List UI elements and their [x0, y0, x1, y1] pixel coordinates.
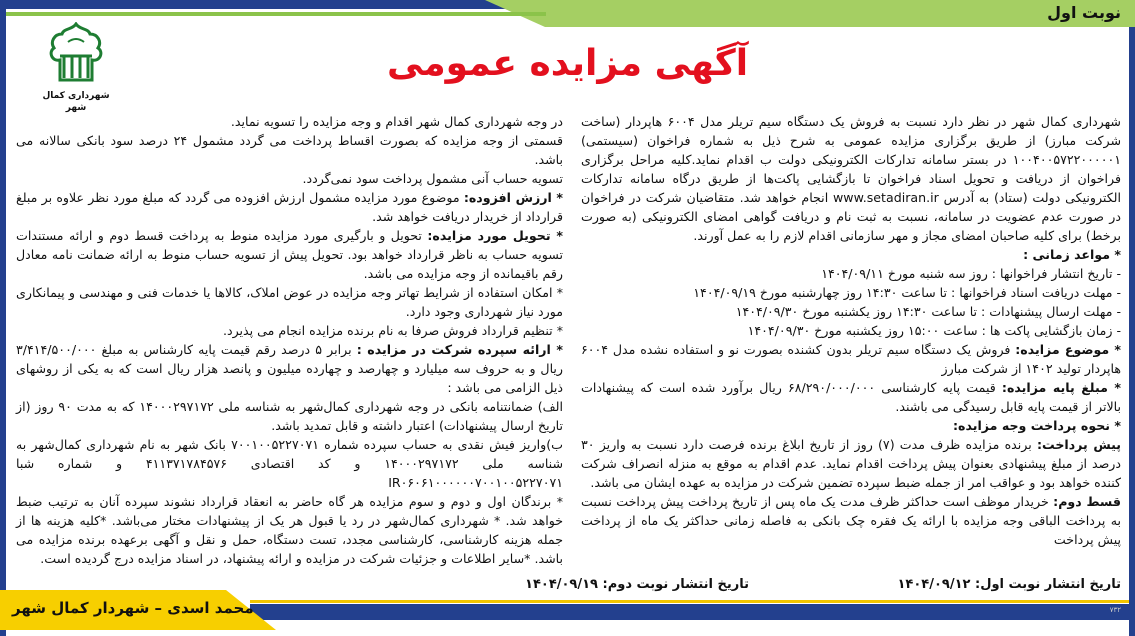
- subject-label: * موضوع مزایده:: [1015, 342, 1121, 357]
- base-price-paragraph: [581, 378, 1121, 416]
- logo-caption: شهرداری کمال شهر: [42, 91, 110, 113]
- deposit-label: * ارائه سپرده شرکت در مزایده :: [356, 342, 563, 357]
- left-column: [16, 112, 563, 568]
- delivery-paragraph: [16, 226, 563, 283]
- prepayment-text: برنده مزایده ظرف مدت (۷) روز از تاریخ ابلاغ برنده فرصت دارد نسبت به واریز ۳۰ درصد از مبلغ پیشنهادی بعنوان پیش پرداخت اقدام نماید. عدم اقدام به موقع به منزله انصراف شرکت کننده خواهد بود و عواقب امر از جمله ضبط سپرده تضمین شرکت در مزایده به عهده ایشان می باشد.: [581, 437, 1121, 490]
- vat-label: * ارزش افزوده:: [463, 190, 563, 205]
- logo-icon: [44, 22, 108, 84]
- second-installment-text: خریدار موظف است حداکثر ظرف مدت یک ماه پس از تاریخ پرداخت پیش پرداخت نسبت به پرداخت الباقی وجه مزایده با ارائه یک فقره چک بانکی به فاصله زمانی حداکثر یک ماه از پرداخت پیش پرداخت: [581, 494, 1121, 547]
- body-columns: [6, 112, 1129, 568]
- first-publish-date: تاریخ انتشار نوبت اول: ۱۴۰۴/۰۹/۱۲: [897, 577, 1121, 592]
- top-green-band: [485, 0, 1135, 27]
- signature: محمد اسدی – شهردار کمال شهر: [12, 599, 254, 617]
- header: [6, 0, 1129, 112]
- option-a-paragraph: الف) ضمانتنامه بانکی در وجه شهرداری کمال‌شهر به شناسه ملی ۱۴۰۰۰۲۹۷۱۷۲ که به مدت ۹۰ روز (از تاریخ ارسال پیشنهادات) اعتبار داشته و قابل تمدید باشد.: [16, 399, 564, 433]
- option-b-paragraph: ب)واریز فیش نقدی به حساب سپرده شماره ۷۰۰۱۰۰۵۲۲۷۰۷۱ بانک شهر به نام شهرداری کمال‌شهر به شناسه ملی ۱۴۰۰۰۲۹۷۱۷۲ و کد اقتصادی ۴۱۱۳۷۱۷۸۴۵۷۶ و شماره شبا IR۰۶۰۶۱۰۰۰۰۰۰۷۰۰۱۰۰۵۲۲۷۰۷۱: [16, 437, 564, 490]
- paragraph: تسویه حساب آنی مشمول پرداخت سود نمی‌گردد.: [302, 171, 563, 186]
- prepayment-paragraph: [581, 435, 1121, 492]
- right-column: [581, 112, 1121, 568]
- second-installment-paragraph: [581, 492, 1121, 549]
- deposit-paragraph: [16, 340, 563, 397]
- delivery-text: تحویل و بارگیری مورد مزایده منوط به پرداخت قسط دوم و ارائه مستندات تسویه حساب به ناظر قرارداد خواهد بود. تحویل پیش از تسویه حساب منوط به ارائه ضمانت نامه معادل رقم باقیمانده از وجه مزایده می باشد.: [16, 228, 563, 281]
- contract-paragraph: * تنظیم قرارداد فروش صرفا به نام برنده مزایده انجام می پذیرد.: [222, 323, 563, 338]
- round-label: نوبت اول: [1047, 3, 1121, 22]
- delivery-label: * تحویل مورد مزایده:: [427, 228, 563, 243]
- second-publish-date: تاریخ انتشار نوبت دوم: ۱۴۰۴/۰۹/۱۹: [525, 577, 749, 592]
- subject-paragraph: [581, 340, 1121, 378]
- subject-text: فروش یک دستگاه سیم تریلر بدون کشنده بصورت نو و استفاده نشده مدل ۶۰۰۴ هاپردار تولید ۱۴۰۲ از شرکت مبارز: [581, 342, 1121, 376]
- top-blue-band: [0, 0, 560, 9]
- footer-blue-bar: [250, 604, 1129, 620]
- base-price-text: قیمت پایه کارشناسی ۶۸/۲۹۰/۰۰۰/۰۰۰ ریال برآورد شده است که پیشنهادات بالاتر از قیمت پایه قابل رسیدگی می باشند.: [581, 380, 1121, 414]
- top-green-line: [6, 12, 546, 16]
- schedule-item: - مهلت دریافت اسناد فراخوانها : تا ساعت ۱۴:۳۰ روز چهارشنبه مورخ ۱۴۰۴/۰۹/۱۹: [693, 285, 1121, 300]
- vat-paragraph: [16, 188, 563, 226]
- schedule-item: - زمان بازگشایی پاکت ها : ساعت ۱۵:۰۰ روز یکشنبه مورخ ۱۴۰۴/۰۹/۳۰: [747, 323, 1121, 338]
- page-number: ۷۳۲: [1109, 606, 1121, 614]
- paragraph: در وجه شهرداری کمال شهر اقدام و وجه مزایده را تسویه نماید.: [230, 114, 563, 129]
- base-price-label: * مبلغ پایه مزایده:: [1001, 380, 1121, 395]
- second-installment-label: قسط دوم:: [1053, 494, 1121, 509]
- prepayment-label: پیش پرداخت:: [1036, 437, 1122, 452]
- footer-yellow-line: [250, 600, 1129, 603]
- paragraph: قسمتی از وجه مزایده که بصورت اقساط پرداخت می گردد مشمول ۲۴ درصد سود بانکی سالانه می باشد.: [16, 133, 563, 167]
- footer: [6, 576, 1129, 636]
- schedule-item: - مهلت ارسال پیشنهادات : تا ساعت ۱۴:۳۰ روز یکشنبه مورخ ۱۴۰۴/۰۹/۳۰: [735, 304, 1121, 319]
- deposit-text: برابر ۵ درصد رقم قیمت پایه کارشناس به مبلغ ۳/۴۱۴/۵۰۰/۰۰۰ ریال و به حروف سه میلیارد و چهارصد و چهارده میلیون و پانصد هزار ریال است که به یکی از روشهای ذیل الزامی می باشد :: [16, 342, 563, 395]
- municipality-logo: [36, 22, 116, 114]
- schedule-heading: * مواعد زمانی :: [1023, 247, 1121, 262]
- page-title: آگهی مزایده عمومی: [386, 43, 749, 84]
- payment-heading: * نحوه پرداخت وجه مزایده:: [953, 418, 1121, 433]
- barter-paragraph: * امکان استفاده از شرایط تهاتر وجه مزایده در عوض املاک، کالاها یا خدمات فنی و مهندسی و پیمانکاری مورد نیاز شهرداری وجود دارد.: [16, 285, 563, 319]
- vat-text: موضوع مورد مزایده مشمول ارزش افزوده می گردد که مبلغ مورد نظر علاوه بر مبلغ قرارداد از خریدار دریافت خواهد شد.: [16, 190, 563, 224]
- intro-paragraph: شهرداری کمال شهر در نظر دارد نسبت به فروش یک دستگاه سیم تریلر مدل ۶۰۰۴ هاپردار (ساخت شرکت مبارز) از طریق برگزاری مزایده عمومی به شرح ذیل به شماره فراخوان (سیستمی) ۱۰۰۴۰۰۵۷۲۲۰۰۰۰۰۱ در بستر سامانه تدارکات الکترونیکی دولت ب اقدام نماید.کلیه مراحل برگزاری فراخوان از دریافت و تحویل اسناد فراخوان تا بازگشایی پاکت‌ها از طریق درگاه سامانه تدارکات الکترونیکی دولت (ستاد) به آدرس www.setadiran.ir انجام خواهد شد. متقاضیان شرکت در فراخوان در صورت عدم عضویت در سامانه، نسبت به ثبت نام و دریافت گواهی امضای الکترونیکی (به صورت برخط) برای کلیه صاحبان امضای مجاز و مهر سازمانی اقدام لازم را به عمل آورند.: [581, 114, 1122, 243]
- final-paragraph: * برندگان اول و دوم و سوم مزایده هر گاه حاضر به انعقاد قرارداد نشوند سپرده آنان به ترتیب ضبط خواهد شد. * شهرداری کمال‌شهر در رد یا قبول هر یک از پیشنهادات مختار می‌باشد. *کلیه هزینه ها از جمله هزینه کارشناسی، کارشناسی مجدد، تست دستگاه، حمل و نقل و آگهی برعهده برنده مزایده می باشد. *سایر اطلاعات و جزئیات شرکت در مزایده و ارائه پیشنهاد، در اسناد مزایده درج گردیده است.: [16, 494, 563, 566]
- schedule-item: - تاریخ انتشار فراخوانها : روز سه شنبه مورخ ۱۴۰۴/۰۹/۱۱: [821, 266, 1121, 281]
